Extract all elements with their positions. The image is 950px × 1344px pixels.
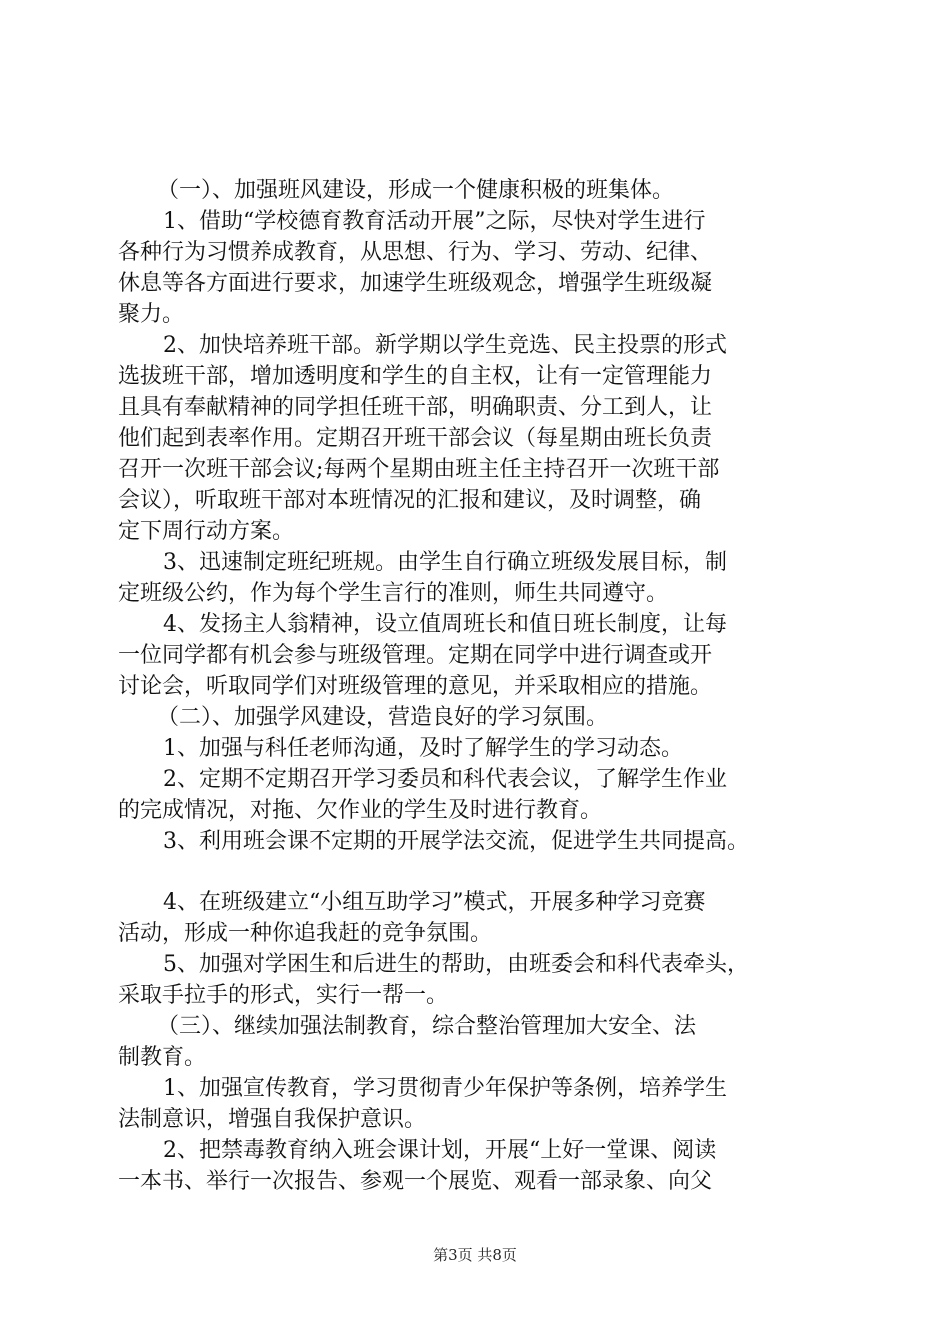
text-line: 定下周行动方案。 <box>118 519 295 544</box>
text-line: 2、把禁毒教育纳入班会课计划，开展“上好一堂课、阅读 <box>163 1138 717 1163</box>
text-line: 会议），听取班干部对本班情况的汇报和建议，及时调整，确 <box>118 488 702 513</box>
text-line: 1、加强宣传教育，学习贯彻青少年保护等条例，培养学生 <box>163 1076 727 1101</box>
text-line: 一本书、举行一次报告、参观一个展览、观看一部录象、向父 <box>118 1169 713 1194</box>
text-line: 采取手拉手的形式，实行一帮一。 <box>118 983 449 1008</box>
text-line: 5、加强对学困生和后进生的帮助，由班委会和科代表牵头， <box>163 952 749 977</box>
text-line: 法制意识，增强自我保护意识。 <box>118 1107 427 1132</box>
text-line: 3、迅速制定班纪班规。由学生自行确立班级发展目标，制 <box>163 550 727 575</box>
text-line: 2、加快培养班干部。新学期以学生竞选、民主投票的形式 <box>163 333 727 358</box>
text-line: 的完成情况，对拖、欠作业的学生及时进行教育。 <box>118 798 603 823</box>
text-line: （三）、继续加强法制教育，综合整治管理加大安全、法 <box>157 1014 697 1039</box>
text-line: 选拔班干部，增加透明度和学生的自主权，让有一定管理能力 <box>118 364 713 389</box>
text-line: 4、发扬主人翁精神，设立值周班长和值日班长制度，让每 <box>163 612 727 637</box>
text-line: 制教育。 <box>118 1045 207 1070</box>
text-line: 休息等各方面进行要求，加速学生班级观念，增强学生班级凝 <box>118 271 713 296</box>
text-line: 召开一次班干部会议;每两个星期由班主任主持召开一次班干部 <box>118 457 720 482</box>
text-line: 2、定期不定期召开学习委员和科代表会议，了解学生作业 <box>163 767 727 792</box>
text-line: 且具有奉献精神的同学担任班干部，明确职责、分工到人，让 <box>118 395 713 420</box>
text-line: 1、加强与科任老师沟通，及时了解学生的学习动态。 <box>163 736 683 761</box>
text-line: 定班级公约，作为每个学生言行的准则，师生共同遵守。 <box>118 581 669 606</box>
text-line: 一位同学都有机会参与班级管理。定期在同学中进行调查或开 <box>118 643 713 668</box>
text-line: （二）、加强学风建设，营造良好的学习氛围。 <box>157 705 609 730</box>
text-line: 聚力。 <box>118 302 185 327</box>
text-line: 各种行为习惯养成教育，从思想、行为、学习、劳动、纪律、 <box>118 240 713 265</box>
text-line: 他们起到表率作用。定期召开班干部会议（每星期由班长负责 <box>118 426 713 451</box>
text-line: 1、借助“学校德育教育活动开展”之际，尽快对学生进行 <box>163 209 706 234</box>
text-line: （一）、加强班风建设，形成一个健康积极的班集体。 <box>157 178 675 203</box>
page-footer: 第3页 共8页 <box>433 1246 517 1264</box>
text-line: 讨论会，听取同学们对班级管理的意见，并采取相应的措施。 <box>118 674 713 699</box>
text-line: 3、利用班会课不定期的开展学法交流，促进学生共同提高。 <box>163 829 749 854</box>
text-line: 4、在班级建立“小组互助学习”模式，开展多种学习竞赛 <box>163 890 706 915</box>
text-line: 活动，形成一种你追我赶的竞争氛围。 <box>118 921 493 946</box>
